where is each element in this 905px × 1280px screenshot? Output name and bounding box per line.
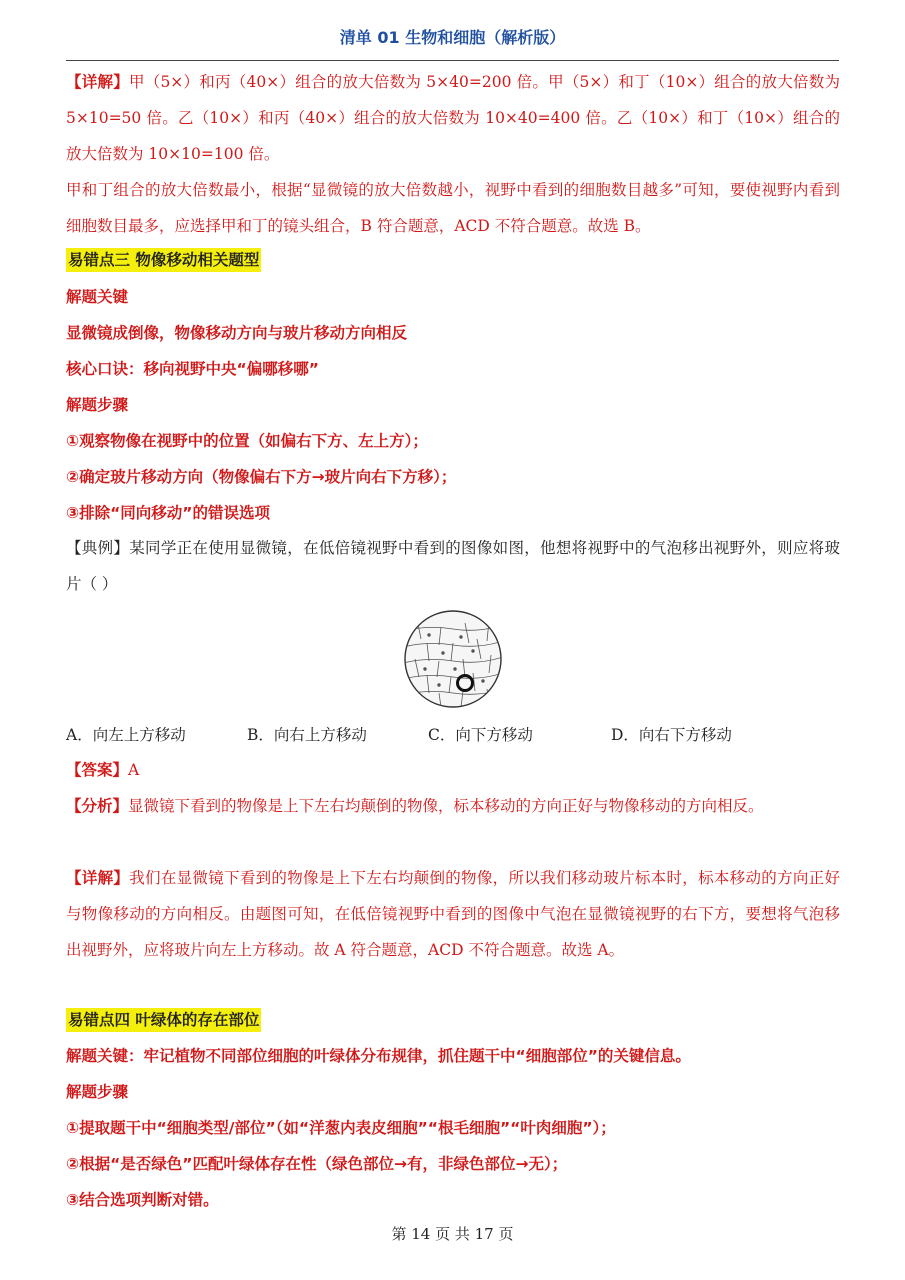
page-header-title: 清单 01 生物和细胞（解析版） — [339, 28, 566, 47]
section-heading-3: 易错点三 物像移动相关题型 — [66, 248, 261, 272]
option-c: C．向下方移动 — [428, 726, 533, 744]
section-heading-4: 易错点四 叶绿体的存在部位 — [66, 1008, 261, 1032]
analysis-paragraph — [66, 788, 840, 824]
page-number: 第 14 页 共 17 页 — [391, 1225, 514, 1243]
analysis-text: 显微镜下看到的物像是上下左右均颠倒的物像，标本移动的方向正好与物像移动的方向相反。 — [128, 797, 764, 815]
step-item: ②确定玻片移动方向（物像偏右下方→玻片向右下方移）； — [66, 468, 457, 486]
mnemonic: 核心口诀：移向视野中央“偏哪移哪” — [66, 360, 319, 378]
explanation-paragraph — [66, 860, 840, 968]
conclusion-paragraph: 甲和丁组合的放大倍数最小，根据“显微镜的放大倍数越小，视野中看到的细胞数目越多”可知，要使视野内看到细胞数目最多，应选择甲和丁的镜头组合，B 符合题意，ACD 不符合题意。故选 B。 — [66, 181, 840, 235]
example-paragraph — [66, 530, 840, 602]
analysis-tag: 【分析】 — [66, 796, 129, 815]
header-divider — [66, 60, 839, 61]
detail-paragraph — [66, 64, 840, 172]
steps-label: 解题步骤 — [66, 1083, 129, 1101]
option-b: B．向右上方移动 — [247, 726, 367, 744]
detail-tag: 【详解】 — [66, 72, 129, 91]
steps-label: 解题步骤 — [66, 396, 129, 414]
step-item: ①观察物像在视野中的位置（如偏右下方、左上方）； — [66, 432, 428, 450]
step-item: ③排除“同向移动”的错误选项 — [66, 504, 270, 522]
answer-options — [66, 720, 840, 750]
example-tag: 【典例】 — [66, 539, 130, 557]
answer-tag: 【答案】 — [66, 760, 129, 779]
key-text: 显微镜成倒像，物像移动方向与玻片移动方向相反 — [66, 324, 408, 342]
key-text: 解题关键：牢记植物不同部位细胞的叶绿体分布规律，抓住题干中“细胞部位”的关键信息。 — [66, 1047, 691, 1065]
option-d: D．向右下方移动 — [611, 726, 732, 744]
microscope-view-figure — [403, 609, 503, 709]
example-text: 某同学正在使用显微镜，在低倍镜视野中看到的图像如图，他想将视野中的气泡移出视野外，则应将玻片（ ） — [66, 539, 840, 593]
explanation-tag: 【详解】 — [66, 868, 130, 887]
step-item: ②根据“是否绿色”匹配叶绿体存在性（绿色部位→有，非绿色部位→无）； — [66, 1155, 568, 1173]
answer-value: A — [128, 761, 140, 779]
key-label: 解题关键 — [66, 288, 129, 306]
answer-line — [66, 752, 840, 788]
step-item: ①提取题干中“细胞类型/部位”（如“洋葱内表皮细胞”“根毛细胞”“叶肉细胞”）； — [66, 1119, 616, 1137]
explanation-text: 我们在显微镜下看到的物像是上下左右均颠倒的物像，所以我们移动玻片标本时，标本移动的方向正好与物像移动的方向相反。由题图可知，在低倍镜视野中看到的图像中气泡在显微镜视野的右下方，要想将气泡移出视野外，应将玻片向左上方移动。故 A 符合题意，ACD 不符合题意。故选 A。 — [66, 869, 840, 959]
step-item: ③结合选项判断对错。 — [66, 1191, 219, 1209]
detail-text: 甲（5×）和丙（40×）组合的放大倍数为 5×40=200 倍。甲（5×）和丁（10×）组合的放大倍数为 5×10=50 倍。乙（10×）和丙（40×）组合的放大倍数为 10×40=400 倍。乙（10×）和丁（10×）组合的放大倍数为 10×10=100 倍。 — [66, 73, 840, 163]
option-a: A．向左上方移动 — [66, 726, 186, 744]
